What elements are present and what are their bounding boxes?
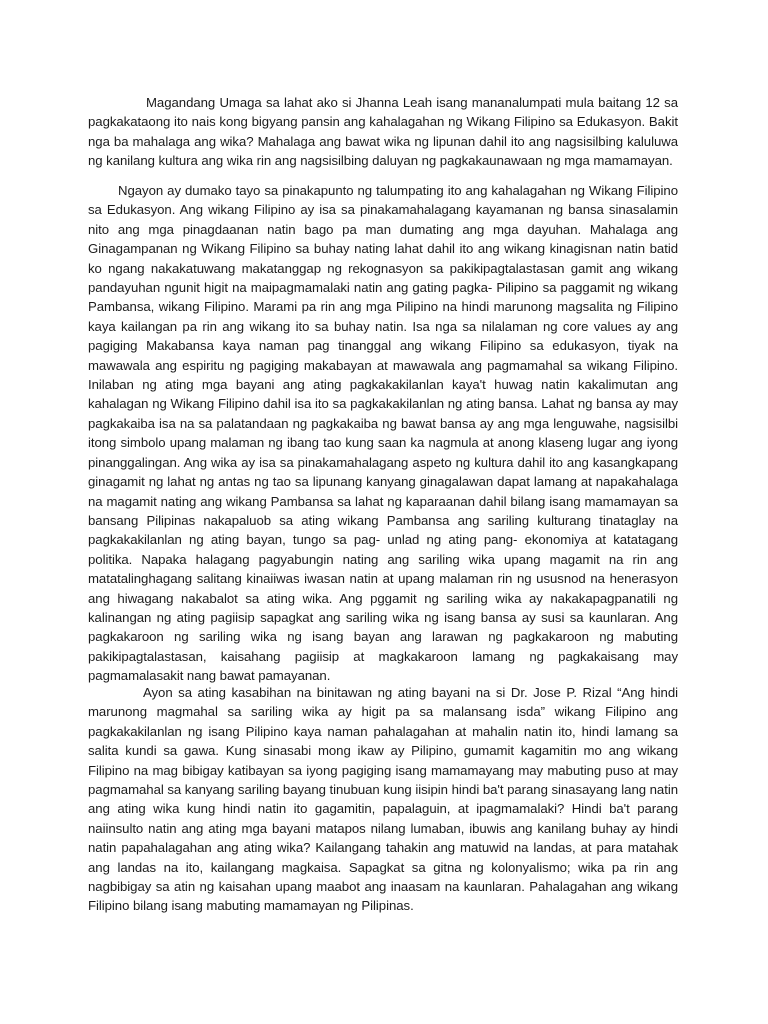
- paragraph-body: [88, 181, 678, 686]
- paragraph-introduction: [88, 93, 678, 171]
- paragraph-text: Ayon sa ating kasabihan na binitawan ng ating bayani na si Dr. Jose P. Rizal “Ang hindi marunong magmahal sa sariling wika ay higit pa sa malansang isda” wikang Filipino ang pagkakakilanlan ng isang Pilipino kaya naman pahalagahan at mahalin natin ito, hindi lamang sa salita kundi sa gawa. Kung sinasabi mong ikaw ay Pilipino, gumamit kagamitin mo ang wikang Filipino na mag bibigay katibayan sa iyong pagiging isang mamamayang may mabuting puso at may pagmamahal sa kanyang sariling bayang tinubuan kung iisipin hindi ba't parang sinasayang lang natin ang ating wika kung hindi natin ito gagamitin, papalaguin, at ipagmamalaki? Hindi ba't parang naiinsulto natin ang ating mga bayani matapos nilang lumaban, ibuwis ang kanilang buhay ay hindi natin papahalagahan ang ating wika? Kailangang tahakin ang matuwid na landas, at para matahak ang landas na ito, kailangang magkaisa. Sapagkat sa gitna ng kolonyalismo; wika pa rin ang nagbibigay sa atin ng kaisahan upang maabot ang inaasam na kaunlaran. Pahalagahan ang wikang Filipino bilang isang mabuting mamamayan ng Pilipinas.: [88, 685, 678, 914]
- paragraph-text: Ngayon ay dumako tayo sa pinakapunto ng talumpating ito ang kahalagahan ng Wikang Filipino sa Edukasyon. Ang wikang Filipino ay isa sa pinakamahalagang kayamanan ng bansa sinasalamin nito ang mga pinagdaanan natin bago pa man dumating ang mga dayuhan. Mahalaga ang Ginagampanan ng Wikang Filipino sa buhay nating lahat dahil ito ang wikang kinagisnan natin batid ko ngang nakakatuwang makatanggap ng rekognasyon sa pakikipagtalastasan gamit ang wikang pandayuhan ngunit higit na maipagmamalaki natin ang gating pagka- Pilipino sa paggamit ng wikang Pambansa, wikang Filipino. Marami pa rin ang mga Pilipino na hindi marunong magsalita ng Filipino kaya kailangan pa rin ang wikang ito sa buhay natin. Isa nga sa nilalaman ng core values ay ang pagiging Makabansa kaya naman pag tinanggal ang wikang Filipino sa edukasyon, tiyak na mawawala ang espiritu ng pagiging makabayan at mawawala ang pagmamahal sa wikang Filipino. Inilaban ng ating mga bayani ang ating pagkakakilanlan kaya't huwag natin kakalimutan ang kahalagan ng Wikang Filipino dahil isa ito sa pagkakakilanlan ng ating bansa. Lahat ng bansa ay may pagkakaiba isa na sa palatandaan ng pagkakaiba ng bawat bansa ay ang mga lenguwahe, nagsisilbi itong simbolo upang malaman ng ibang tao kung saan ka nagmula at anong klaseng lugar ang iyong pinanggalingan. Ang wika ay isa sa pinakamahalagang aspeto ng kultura dahil ito ang kasangkapang ginagamit ng lahat ng antas ng tao sa lipunang kanyang ginagalawan dapat lamang at napakahalaga na magamit nating ang wikang Pambansa sa lahat ng kaparaanan dahil bilang isang mamamayan sa bansang Pilipinas nakapaluob sa ating wikang Pambansa ang sariling kulturang tinataglay na pagkakakilanlan ng ating bayan, tungo sa pag- unlad ng ating pang- ekonomiya at katatagang politika. Napaka halagang pagyabungin nating ang sariling wika upang magamit na rin ang matatalinghagang salitang kinaiiwas iwasan natin at upang malaman rin ng ususnod na henerasyon ang hiwagang nakabalot sa ating wika. Ang pggamit ng sariling wika ay nakakapagpanatili ng kalinangan ng ating pagiisip sapagkat ang sariling wika ng isang bansa ay susi sa kaunlaran. Ang pagkakaroon ng sariling wika ng isang bayan ang larawan ng pagkakaroon ng mabuting pakikipagtalastasan, kaisahang pagiisip at magkakaroon lamang ng pagkakaisang may pagmamalasakit nang bawat pamayanan.: [88, 183, 678, 684]
- paragraph-conclusion: [88, 683, 678, 916]
- paragraph-text: Magandang Umaga sa lahat ako si Jhanna Leah isang mananalumpati mula baitang 12 sa pagkakataong ito nais kong bigyang pansin ang kahalagahan ng Wikang Filipino sa Edukasyon. Bakit nga ba mahalaga ang wika? Mahalaga ang bawat wika ng lipunan dahil ito ang nagsisilbing kaluluwa ng kanilang kultura ang wika rin ang nagsisilbing daluyan ng pagkakaunawaan ng mga mamamayan.: [88, 95, 678, 169]
